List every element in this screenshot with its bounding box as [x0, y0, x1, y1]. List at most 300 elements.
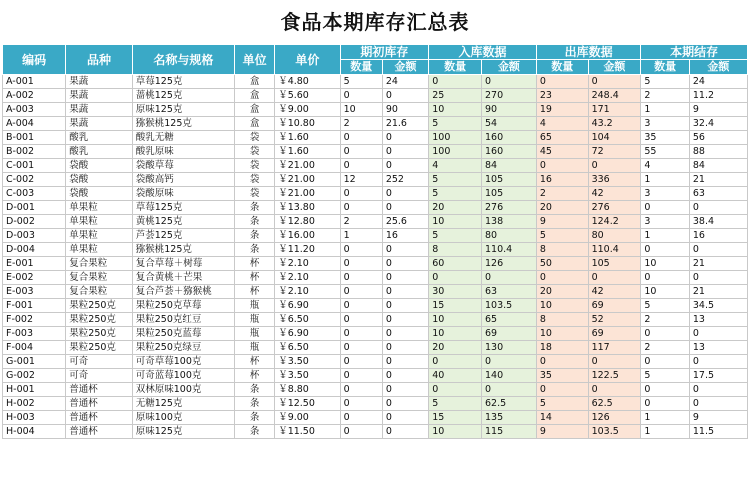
cell-code: D-003 — [3, 229, 66, 243]
cell-unit: 瓶 — [235, 327, 275, 341]
header-code: 编码 — [3, 45, 66, 75]
cell-category: 复合果粒 — [66, 271, 132, 285]
cell-price: ￥1.60 — [275, 145, 340, 159]
cell-category: 单果粒 — [66, 229, 132, 243]
cell-category: 普通杯 — [66, 397, 132, 411]
cell-closing-qty: 0 — [641, 383, 690, 397]
cell-outbound-qty: 16 — [536, 173, 588, 187]
header-outbound-qty: 数量 — [536, 60, 588, 75]
cell-outbound-qty: 10 — [536, 299, 588, 313]
cell-opening-qty: 0 — [340, 355, 382, 369]
cell-closing-qty: 1 — [641, 411, 690, 425]
cell-closing-qty: 0 — [641, 243, 690, 257]
cell-closing-amount: 17.5 — [689, 369, 747, 383]
cell-code: F-004 — [3, 341, 66, 355]
cell-unit: 条 — [235, 229, 275, 243]
cell-outbound-qty: 20 — [536, 201, 588, 215]
cell-category: 复合果粒 — [66, 285, 132, 299]
cell-inbound-amount: 0 — [482, 271, 537, 285]
cell-closing-amount: 32.4 — [689, 117, 747, 131]
table-row — [3, 383, 748, 397]
cell-unit: 瓶 — [235, 299, 275, 313]
header-price: 单价 — [275, 45, 340, 75]
cell-code: F-002 — [3, 313, 66, 327]
cell-closing-amount: 0 — [689, 243, 747, 257]
cell-unit: 杯 — [235, 257, 275, 271]
cell-inbound-qty: 8 — [429, 243, 482, 257]
cell-outbound-qty: 65 — [536, 131, 588, 145]
header-row-top — [3, 45, 748, 60]
cell-opening-qty: 0 — [340, 131, 382, 145]
cell-closing-qty: 5 — [641, 75, 690, 89]
cell-category: 可奇 — [66, 369, 132, 383]
cell-closing-amount: 21 — [689, 173, 747, 187]
cell-price: ￥2.10 — [275, 257, 340, 271]
cell-inbound-amount: 0 — [482, 355, 537, 369]
cell-opening-amount: 0 — [382, 369, 428, 383]
cell-price: ￥9.00 — [275, 103, 340, 117]
cell-code: A-003 — [3, 103, 66, 117]
cell-opening-amount: 0 — [382, 355, 428, 369]
cell-outbound-amount: 124.2 — [588, 215, 641, 229]
cell-name: 复合草莓＋树莓 — [132, 257, 234, 271]
cell-outbound-qty: 14 — [536, 411, 588, 425]
cell-inbound-qty: 10 — [429, 425, 482, 439]
cell-opening-qty: 0 — [340, 145, 382, 159]
cell-price: ￥3.50 — [275, 355, 340, 369]
cell-inbound-qty: 0 — [429, 383, 482, 397]
cell-unit: 瓶 — [235, 313, 275, 327]
cell-unit: 条 — [235, 201, 275, 215]
cell-closing-qty: 5 — [641, 369, 690, 383]
table-row — [3, 257, 748, 271]
cell-outbound-amount: 248.4 — [588, 89, 641, 103]
cell-inbound-amount: 84 — [482, 159, 537, 173]
cell-category: 果蔬 — [66, 75, 132, 89]
table-row — [3, 89, 748, 103]
cell-closing-qty: 35 — [641, 131, 690, 145]
cell-unit: 袋 — [235, 131, 275, 145]
cell-name: 猕猴桃125克 — [132, 243, 234, 257]
cell-outbound-qty: 0 — [536, 355, 588, 369]
cell-name: 袋酸高钙 — [132, 173, 234, 187]
cell-outbound-amount: 72 — [588, 145, 641, 159]
cell-opening-amount: 24 — [382, 75, 428, 89]
cell-inbound-amount: 140 — [482, 369, 537, 383]
cell-inbound-qty: 25 — [429, 89, 482, 103]
cell-category: 酸乳 — [66, 131, 132, 145]
header-closing-qty: 数量 — [641, 60, 690, 75]
cell-outbound-amount: 52 — [588, 313, 641, 327]
cell-closing-qty: 0 — [641, 397, 690, 411]
cell-inbound-amount: 110.4 — [482, 243, 537, 257]
cell-closing-qty: 10 — [641, 257, 690, 271]
header-opening: 期初库存 — [340, 45, 429, 60]
cell-outbound-qty: 0 — [536, 75, 588, 89]
table-row — [3, 299, 748, 313]
table-row — [3, 145, 748, 159]
cell-opening-amount: 0 — [382, 327, 428, 341]
cell-code: F-003 — [3, 327, 66, 341]
cell-code: G-001 — [3, 355, 66, 369]
cell-opening-qty: 2 — [340, 215, 382, 229]
cell-outbound-amount: 0 — [588, 271, 641, 285]
table-row — [3, 397, 748, 411]
cell-closing-qty: 1 — [641, 229, 690, 243]
cell-unit: 杯 — [235, 271, 275, 285]
cell-inbound-amount: 135 — [482, 411, 537, 425]
table-row — [3, 159, 748, 173]
cell-name: 袋酸原味 — [132, 187, 234, 201]
cell-unit: 条 — [235, 215, 275, 229]
cell-price: ￥21.00 — [275, 187, 340, 201]
cell-inbound-qty: 60 — [429, 257, 482, 271]
cell-closing-amount: 9 — [689, 411, 747, 425]
table-row — [3, 425, 748, 439]
cell-opening-amount: 25.6 — [382, 215, 428, 229]
cell-outbound-qty: 45 — [536, 145, 588, 159]
table-row — [3, 117, 748, 131]
cell-inbound-amount: 90 — [482, 103, 537, 117]
cell-outbound-amount: 69 — [588, 299, 641, 313]
cell-outbound-amount: 42 — [588, 187, 641, 201]
table-row — [3, 411, 748, 425]
cell-name: 袋酸草莓 — [132, 159, 234, 173]
cell-opening-amount: 0 — [382, 187, 428, 201]
cell-opening-amount: 0 — [382, 313, 428, 327]
cell-price: ￥9.00 — [275, 411, 340, 425]
cell-inbound-qty: 0 — [429, 75, 482, 89]
header-category: 品种 — [66, 45, 132, 75]
cell-inbound-amount: 62.5 — [482, 397, 537, 411]
cell-inbound-amount: 276 — [482, 201, 537, 215]
cell-category: 果粒250克 — [66, 313, 132, 327]
cell-outbound-amount: 104 — [588, 131, 641, 145]
cell-opening-amount: 0 — [382, 341, 428, 355]
table-row — [3, 103, 748, 117]
cell-closing-amount: 0 — [689, 201, 747, 215]
cell-name: 草莓125克 — [132, 75, 234, 89]
cell-code: B-002 — [3, 145, 66, 159]
cell-opening-qty: 0 — [340, 187, 382, 201]
cell-opening-amount: 0 — [382, 411, 428, 425]
cell-opening-amount: 16 — [382, 229, 428, 243]
cell-name: 酸乳无糖 — [132, 131, 234, 145]
cell-name: 复合黄桃＋芒果 — [132, 271, 234, 285]
cell-opening-amount: 0 — [382, 159, 428, 173]
table-row — [3, 285, 748, 299]
cell-code: A-002 — [3, 89, 66, 103]
cell-price: ￥6.50 — [275, 341, 340, 355]
cell-code: C-002 — [3, 173, 66, 187]
table-row — [3, 271, 748, 285]
cell-outbound-amount: 0 — [588, 75, 641, 89]
cell-category: 酸乳 — [66, 145, 132, 159]
cell-opening-qty: 0 — [340, 89, 382, 103]
cell-inbound-qty: 5 — [429, 229, 482, 243]
cell-opening-qty: 0 — [340, 285, 382, 299]
cell-inbound-qty: 0 — [429, 355, 482, 369]
cell-price: ￥10.80 — [275, 117, 340, 131]
cell-closing-amount: 56 — [689, 131, 747, 145]
cell-outbound-qty: 0 — [536, 159, 588, 173]
cell-inbound-qty: 5 — [429, 117, 482, 131]
cell-outbound-amount: 69 — [588, 327, 641, 341]
cell-inbound-qty: 100 — [429, 145, 482, 159]
header-inbound-amount: 金额 — [482, 60, 537, 75]
cell-outbound-qty: 8 — [536, 243, 588, 257]
cell-opening-amount: 252 — [382, 173, 428, 187]
cell-name: 原味125克 — [132, 103, 234, 117]
cell-code: E-003 — [3, 285, 66, 299]
cell-code: H-002 — [3, 397, 66, 411]
report-title: 食品本期库存汇总表 — [280, 10, 470, 34]
cell-inbound-amount: 65 — [482, 313, 537, 327]
cell-closing-qty: 3 — [641, 187, 690, 201]
cell-opening-qty: 0 — [340, 327, 382, 341]
cell-closing-qty: 1 — [641, 173, 690, 187]
cell-price: ￥3.50 — [275, 369, 340, 383]
cell-inbound-qty: 10 — [429, 103, 482, 117]
cell-price: ￥6.90 — [275, 299, 340, 313]
cell-name: 果粒250克绿豆 — [132, 341, 234, 355]
cell-price: ￥13.80 — [275, 201, 340, 215]
cell-name: 黄桃125克 — [132, 215, 234, 229]
cell-inbound-qty: 5 — [429, 187, 482, 201]
cell-unit: 盒 — [235, 103, 275, 117]
cell-inbound-amount: 138 — [482, 215, 537, 229]
cell-code: F-001 — [3, 299, 66, 313]
cell-closing-qty: 2 — [641, 313, 690, 327]
cell-unit: 盒 — [235, 117, 275, 131]
cell-inbound-amount: 0 — [482, 383, 537, 397]
table-row — [3, 201, 748, 215]
cell-code: E-002 — [3, 271, 66, 285]
cell-closing-amount: 9 — [689, 103, 747, 117]
cell-price: ￥6.90 — [275, 327, 340, 341]
cell-inbound-qty: 15 — [429, 411, 482, 425]
cell-inbound-qty: 20 — [429, 341, 482, 355]
cell-outbound-qty: 5 — [536, 229, 588, 243]
cell-inbound-amount: 270 — [482, 89, 537, 103]
cell-code: H-001 — [3, 383, 66, 397]
cell-closing-amount: 13 — [689, 313, 747, 327]
cell-closing-amount: 38.4 — [689, 215, 747, 229]
cell-unit: 杯 — [235, 285, 275, 299]
cell-name: 果粒250克红豆 — [132, 313, 234, 327]
cell-unit: 袋 — [235, 145, 275, 159]
cell-inbound-qty: 4 — [429, 159, 482, 173]
cell-closing-qty: 2 — [641, 341, 690, 355]
cell-unit: 袋 — [235, 159, 275, 173]
cell-opening-amount: 0 — [382, 131, 428, 145]
cell-closing-qty: 3 — [641, 117, 690, 131]
cell-price: ￥11.50 — [275, 425, 340, 439]
cell-closing-amount: 11.5 — [689, 425, 747, 439]
cell-name: 猕猴桃125克 — [132, 117, 234, 131]
header-inbound-qty: 数量 — [429, 60, 482, 75]
cell-name: 原味125克 — [132, 425, 234, 439]
cell-inbound-amount: 54 — [482, 117, 537, 131]
cell-outbound-qty: 9 — [536, 425, 588, 439]
cell-closing-amount: 21 — [689, 285, 747, 299]
cell-unit: 条 — [235, 383, 275, 397]
cell-outbound-amount: 103.5 — [588, 425, 641, 439]
cell-inbound-qty: 10 — [429, 215, 482, 229]
cell-outbound-amount: 0 — [588, 355, 641, 369]
cell-category: 果蔬 — [66, 89, 132, 103]
cell-category: 果粒250克 — [66, 327, 132, 341]
cell-outbound-amount: 42 — [588, 285, 641, 299]
cell-outbound-qty: 35 — [536, 369, 588, 383]
cell-name: 可奇蓝莓100克 — [132, 369, 234, 383]
cell-closing-amount: 88 — [689, 145, 747, 159]
cell-code: A-001 — [3, 75, 66, 89]
cell-opening-qty: 0 — [340, 201, 382, 215]
table-row — [3, 131, 748, 145]
table-row — [3, 313, 748, 327]
header-opening-qty: 数量 — [340, 60, 382, 75]
cell-opening-qty: 0 — [340, 313, 382, 327]
cell-outbound-qty: 8 — [536, 313, 588, 327]
cell-unit: 条 — [235, 425, 275, 439]
cell-opening-amount: 0 — [382, 243, 428, 257]
cell-name: 果粒250克蓝莓 — [132, 327, 234, 341]
cell-closing-qty: 2 — [641, 89, 690, 103]
cell-closing-amount: 0 — [689, 383, 747, 397]
cell-unit: 盒 — [235, 75, 275, 89]
cell-inbound-amount: 80 — [482, 229, 537, 243]
cell-price: ￥2.10 — [275, 271, 340, 285]
cell-outbound-amount: 43.2 — [588, 117, 641, 131]
cell-name: 果粒250克草莓 — [132, 299, 234, 313]
cell-category: 果粒250克 — [66, 341, 132, 355]
cell-opening-amount: 0 — [382, 299, 428, 313]
cell-outbound-qty: 19 — [536, 103, 588, 117]
cell-closing-qty: 3 — [641, 215, 690, 229]
table-row — [3, 327, 748, 341]
cell-price: ￥21.00 — [275, 159, 340, 173]
cell-closing-qty: 0 — [641, 355, 690, 369]
cell-unit: 袋 — [235, 187, 275, 201]
table-row — [3, 187, 748, 201]
inventory-table — [2, 44, 748, 439]
cell-opening-amount: 90 — [382, 103, 428, 117]
cell-outbound-qty: 50 — [536, 257, 588, 271]
cell-closing-qty: 0 — [641, 327, 690, 341]
table-row — [3, 355, 748, 369]
cell-outbound-qty: 5 — [536, 397, 588, 411]
cell-price: ￥11.20 — [275, 243, 340, 257]
cell-outbound-amount: 117 — [588, 341, 641, 355]
cell-unit: 杯 — [235, 369, 275, 383]
cell-opening-qty: 0 — [340, 243, 382, 257]
cell-outbound-amount: 80 — [588, 229, 641, 243]
cell-inbound-amount: 160 — [482, 131, 537, 145]
cell-category: 果蔬 — [66, 103, 132, 117]
cell-opening-amount: 0 — [382, 425, 428, 439]
cell-closing-amount: 63 — [689, 187, 747, 201]
cell-code: D-004 — [3, 243, 66, 257]
header-closing: 本期结存 — [641, 45, 748, 60]
cell-opening-amount: 0 — [382, 257, 428, 271]
cell-code: C-001 — [3, 159, 66, 173]
cell-name: 酸乳原味 — [132, 145, 234, 159]
cell-inbound-amount: 0 — [482, 75, 537, 89]
cell-outbound-amount: 0 — [588, 159, 641, 173]
cell-outbound-qty: 4 — [536, 117, 588, 131]
table-row — [3, 341, 748, 355]
header-name: 名称与规格 — [132, 45, 234, 75]
cell-inbound-qty: 0 — [429, 271, 482, 285]
cell-closing-amount: 0 — [689, 327, 747, 341]
cell-opening-qty: 0 — [340, 425, 382, 439]
cell-opening-qty: 0 — [340, 369, 382, 383]
cell-category: 可奇 — [66, 355, 132, 369]
cell-inbound-amount: 160 — [482, 145, 537, 159]
table-row — [3, 243, 748, 257]
cell-opening-amount: 0 — [382, 145, 428, 159]
cell-closing-qty: 1 — [641, 103, 690, 117]
header-opening-amount: 金额 — [382, 60, 428, 75]
cell-outbound-qty: 0 — [536, 271, 588, 285]
table-row — [3, 75, 748, 89]
cell-closing-qty: 10 — [641, 285, 690, 299]
cell-opening-qty: 12 — [340, 173, 382, 187]
cell-closing-amount: 84 — [689, 159, 747, 173]
cell-outbound-amount: 122.5 — [588, 369, 641, 383]
cell-opening-amount: 0 — [382, 397, 428, 411]
cell-inbound-amount: 103.5 — [482, 299, 537, 313]
cell-inbound-amount: 130 — [482, 341, 537, 355]
cell-price: ￥1.60 — [275, 131, 340, 145]
header-outbound-amount: 金额 — [588, 60, 641, 75]
cell-code: H-004 — [3, 425, 66, 439]
cell-unit: 条 — [235, 411, 275, 425]
cell-unit: 袋 — [235, 173, 275, 187]
cell-code: D-001 — [3, 201, 66, 215]
cell-unit: 条 — [235, 243, 275, 257]
cell-outbound-amount: 171 — [588, 103, 641, 117]
cell-opening-amount: 0 — [382, 201, 428, 215]
cell-closing-amount: 21 — [689, 257, 747, 271]
cell-category: 单果粒 — [66, 201, 132, 215]
table-row — [3, 369, 748, 383]
cell-closing-qty: 1 — [641, 425, 690, 439]
header-closing-amount: 金额 — [689, 60, 747, 75]
cell-name: 蔷桃125克 — [132, 89, 234, 103]
cell-name: 复合芦荟＋猕猴桃 — [132, 285, 234, 299]
cell-outbound-amount: 126 — [588, 411, 641, 425]
cell-category: 普通杯 — [66, 383, 132, 397]
cell-closing-amount: 0 — [689, 355, 747, 369]
cell-name: 双林原味100克 — [132, 383, 234, 397]
cell-opening-amount: 21.6 — [382, 117, 428, 131]
cell-outbound-qty: 0 — [536, 383, 588, 397]
cell-opening-qty: 0 — [340, 341, 382, 355]
cell-outbound-amount: 336 — [588, 173, 641, 187]
cell-code: G-002 — [3, 369, 66, 383]
cell-outbound-amount: 0 — [588, 383, 641, 397]
table-row — [3, 215, 748, 229]
cell-name: 可奇草莓100克 — [132, 355, 234, 369]
cell-opening-qty: 0 — [340, 299, 382, 313]
cell-price: ￥12.80 — [275, 215, 340, 229]
cell-opening-amount: 0 — [382, 271, 428, 285]
cell-name: 原味100克 — [132, 411, 234, 425]
cell-price: ￥4.80 — [275, 75, 340, 89]
cell-category: 普通杯 — [66, 425, 132, 439]
